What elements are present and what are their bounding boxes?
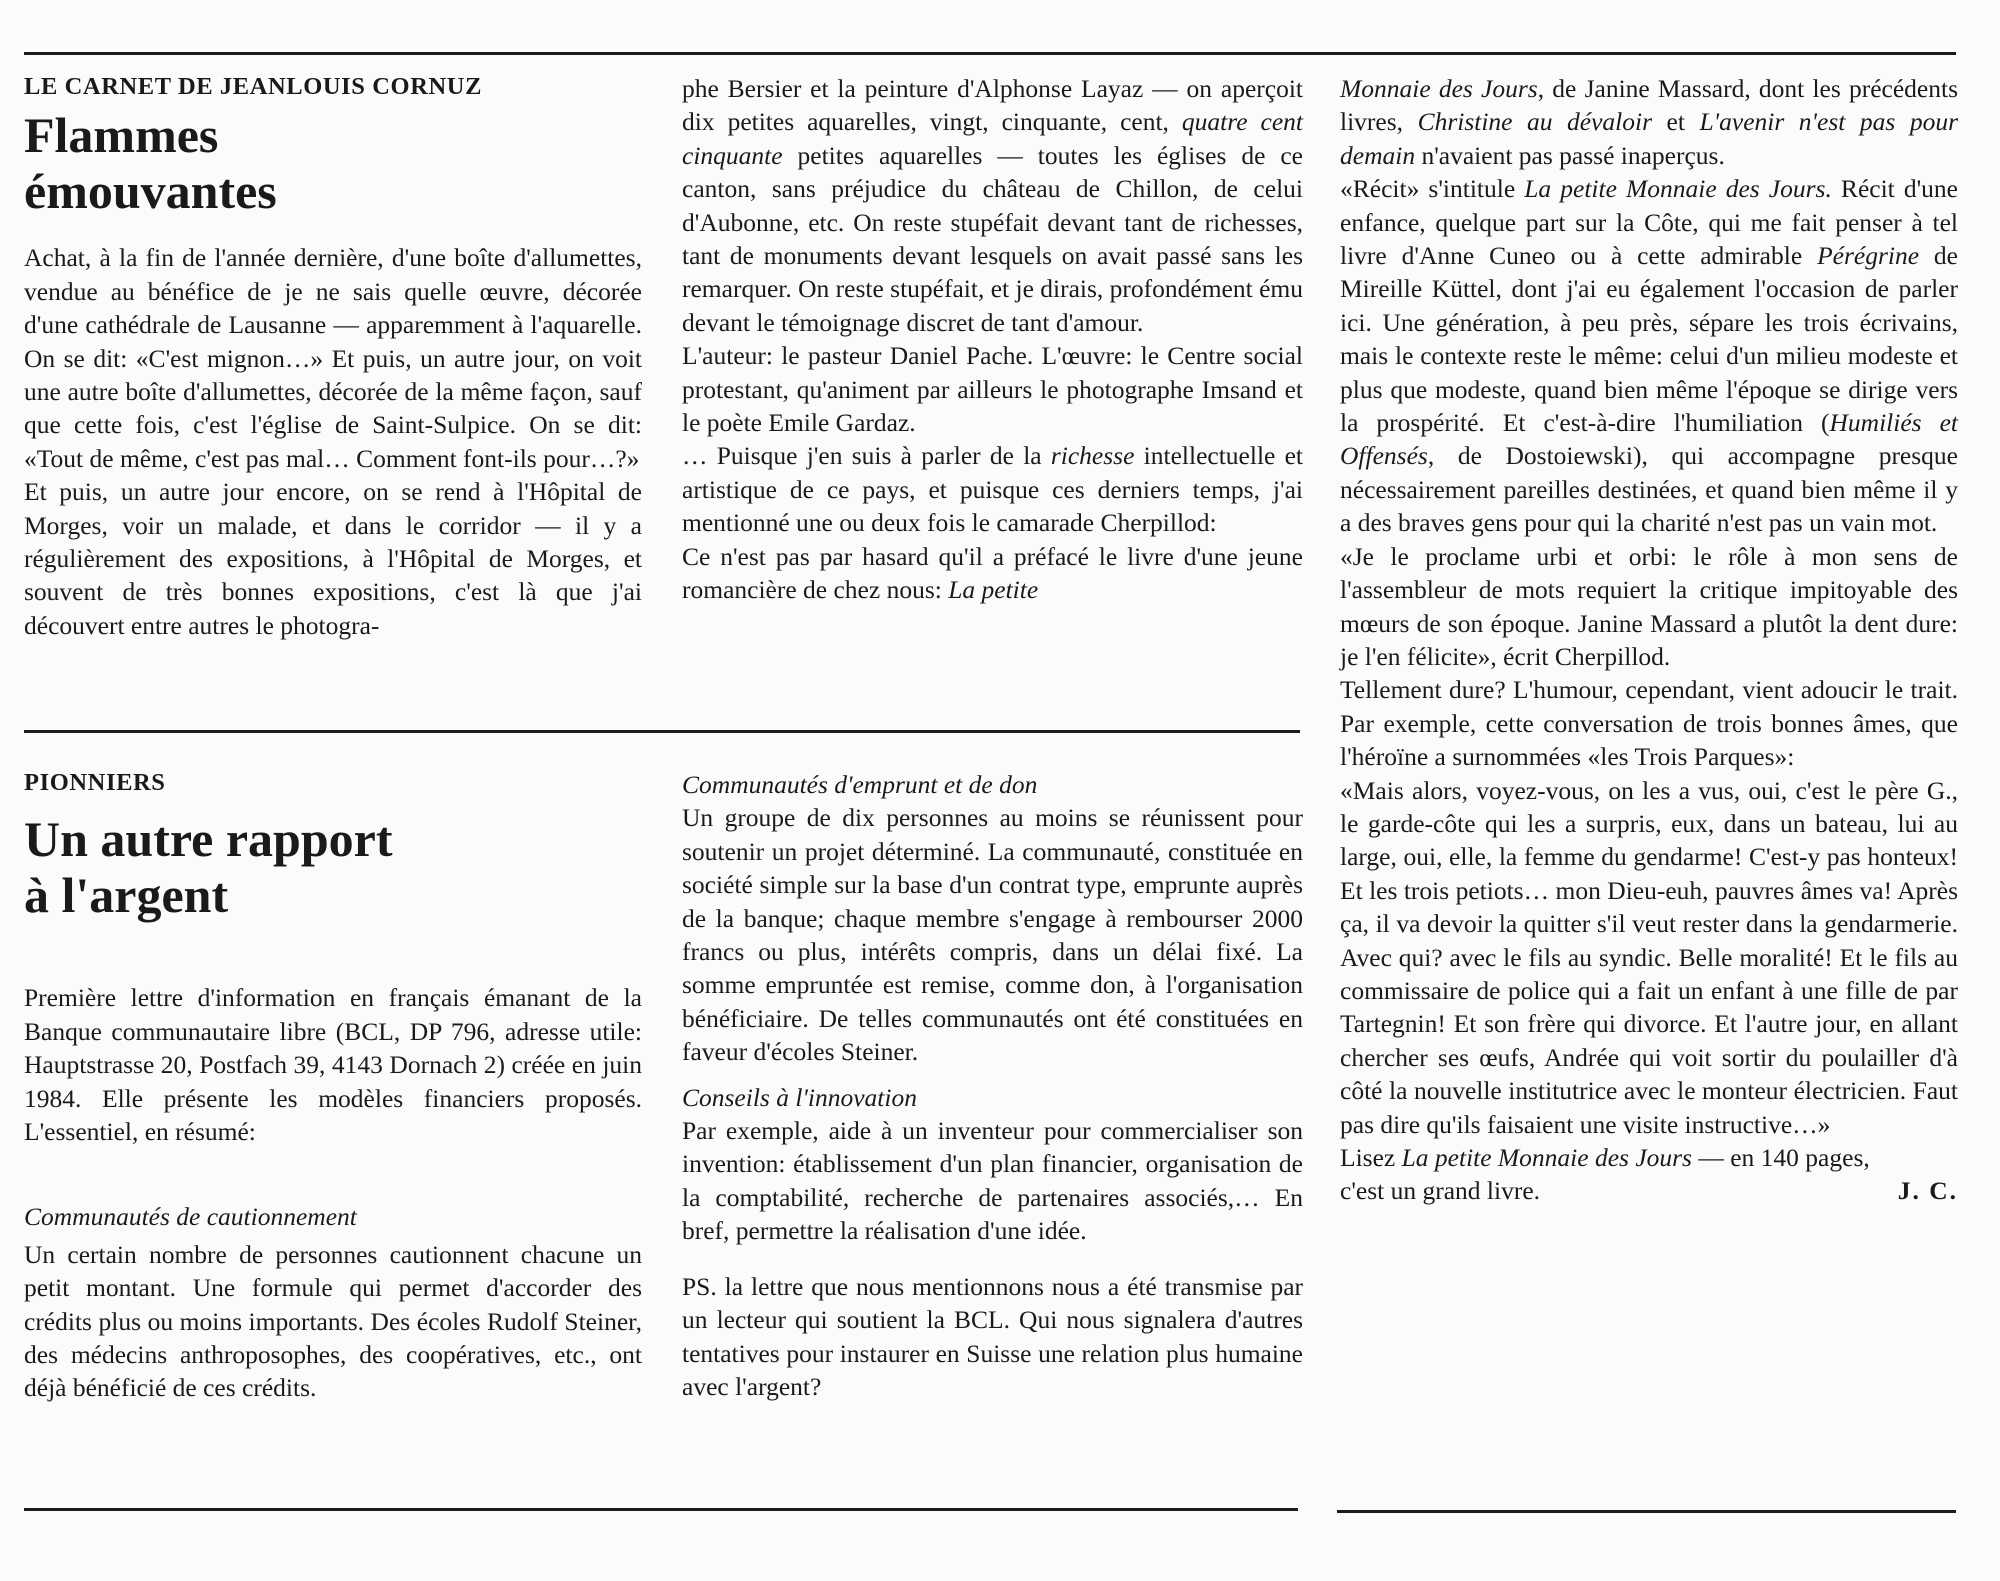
book-title-emphasis: La petite Monnaie des Jours: [1401, 1143, 1692, 1172]
article2-subheading: Communautés d'emprunt et de don: [682, 770, 1038, 799]
book-title-emphasis: L'avenir n'est pas pour demain: [1340, 107, 1958, 170]
emphasis: quatre cent cinquante: [682, 107, 1303, 170]
article2-headline: [24, 811, 642, 923]
article1-kicker: LE CARNET DE JEANLOUIS CORNUZ: [24, 73, 483, 100]
article1-headline-line1: Flammes: [24, 107, 219, 164]
article2-postscript: PS. la lettre que nous mentionnons nous a été transmise par un lecteur qui soutient la BCL. Qui nous signalera d'autres tentatives pour instaurer en Suisse une relation plus humaine avec l'argent?: [682, 1271, 1303, 1401]
article1-headline-line2: émouvantes: [24, 163, 277, 220]
text-run: c'est un grand livre.: [1340, 1176, 1541, 1206]
book-title-emphasis: La petite Monnaie des Jours.: [1524, 174, 1832, 204]
text-run: … Puisque j'en suis à parler de la: [682, 441, 1051, 471]
article1-paragraph: L'auteur: le pasteur Daniel Pache. L'œuvre: le Centre social protestant, qu'animent par ailleurs le photographe Imsand et le poète Emile Gardaz.: [682, 341, 1303, 438]
article1-paragraph: [682, 439, 1303, 539]
text-run: Lisez: [1340, 1143, 1402, 1172]
article1-paragraph: [1340, 72, 1958, 172]
article2-headline-line2: à l'argent: [24, 867, 229, 924]
article2-kicker: PIONNIERS: [24, 769, 166, 796]
book-title-emphasis: Monnaie des Jours: [1340, 74, 1538, 103]
article1-column-3: [1340, 72, 1958, 1208]
article1-paragraph: Tellement dure? L'humour, cependant, vient adoucir le trait. Par exemple, cette conversation de trois bonnes âmes, que l'héroïne a surnommées «les Trois Parques»:: [1340, 675, 1958, 772]
author-signature: J. C.: [1897, 1176, 1958, 1206]
article1-paragraph: Achat, à la fin de l'année dernière, d'une boîte d'allumettes, vendue au bénéfice de je ne sais quelle œuvre, décorée d'une cathédrale de Lausanne — apparemment à l'aquarelle. On se dit: «C'est mignon…» Et puis, un autre jour, on voit une autre boîte d'allumettes, décorée de la même façon, sauf que cette fois, c'est l'église de Saint-Sulpice. On se dit: «Tout de même, c'est pas mal… Comment font-ils pour…?»: [24, 243, 642, 473]
article1-paragraph: [682, 72, 1303, 339]
text-run: intellectuelle et artistique de ce pays, et puisque ces derniers temps, j'ai mentionné une ou deux fois le camarade Cherpillod:: [682, 441, 1303, 538]
article1-column-2: [682, 72, 1303, 607]
text-run: n'avaient pas passé inaperçus.: [1415, 140, 1725, 170]
article1-paragraph: «Je le proclame urbi et orbi: le rôle à mon sens de l'assembleur de mots requiert la critique impitoyable des mœurs de son époque. Janine Massard a plutôt la dent dure: je l'en félicite», écrit Cherpillod.: [1340, 541, 1958, 671]
text-run: , de Dostoiewski), qui accompagne presque nécessairement pareilles destinées, et quand bien même il y a des braves gens pour qui la charité n'est pas un vain mot.: [1340, 441, 1958, 538]
article1-quote: «Mais alors, voyez-vous, on les a vus, oui, c'est le père G., le garde-côte qui les a surpris, eux, dans un bateau, lui au large, oui, elle, la femme du gendarme! C'est-y pas honteux! Et les trois petiots… mon Dieu-euh, pauvres âmes va! Après ça, il va devoir la quitter s'il veut rester dans la gendarmerie. Avec qui? avec le fils au syndic. Belle moralité! Et le fils au commissaire de police qui a fait un enfant à une fille de par Tartegnin! Et son frère qui divorce. Et l'autre jour, en allant chercher ses œufs, Andrée qui voit sortir du poulailler d'à côté la nouvelle institutrice avec le monteur électricien. Faut pas dire qu'ils faisaient une visite instructive…»: [1340, 775, 1958, 1139]
article2-paragraph: Un groupe de dix personnes au moins se réunissent pour soutenir un projet déterminé. La communauté, constituée en société simple sur la base d'un contrat type, emprunte auprès de la banque; chaque membre s'engage à rembourser 2000 francs ou plus, intérêts compris, dans un délai fixé. La somme empruntée est remise, comme don, à l'organisation bénéficiaire. De telles communautés ont été constituées en faveur d'écoles Steiner.: [682, 803, 1303, 1067]
article1-column-1: [24, 72, 642, 642]
article1-headline: [24, 107, 642, 219]
article1-paragraph: [682, 540, 1303, 607]
book-title-emphasis: Christine au dévaloir: [1417, 107, 1653, 137]
text-run: de Mireille Küttel, dont j'ai eu également l'occasion de parler ici. Une génération, à peu près, sépare les trois écrivains, mais le contexte reste le même: celui d'un milieu modeste et plus que modeste, quand bien même l'époque se dirige vers la prospérité. Et c'est-à-dire l'humiliation (: [1340, 241, 1958, 438]
article2-column-2: [682, 768, 1303, 1403]
middle-rule: [24, 730, 1300, 733]
article2-column-1: [24, 768, 642, 1405]
article2-subheading: Communautés de cautionnement: [24, 1202, 357, 1232]
article2-paragraph: Un certain nombre de personnes cautionnent chacune un petit montant. Une formule qui permet d'accorder des crédits plus ou moins importants. Des écoles Rudolf Steiner, des médecins anthroposophes, des coopératives, etc., ont déjà bénéficié de ces crédits.: [24, 1239, 642, 1403]
text-run: et: [1652, 107, 1700, 137]
emphasis: richesse: [1050, 441, 1135, 471]
text-run: , de Janine Massard, dont les précédents livres,: [1340, 74, 1958, 137]
bottom-rule-left: [24, 1508, 1298, 1511]
text-run: Ce n'est pas par hasard qu'il a préfacé le livre d'une jeune romancière de chez nous:: [682, 541, 1303, 605]
text-run: phe Bersier et la peinture d'Alphonse Layaz — on aperçoit dix petites aquarelles, vingt, cinquante, cent,: [682, 74, 1303, 137]
top-rule: [24, 52, 1956, 55]
article2-paragraph: Par exemple, aide à un inventeur pour commercialiser son invention: établissement d'un plan financier, organisation de la comptabilité, recherche de partenaires associés,… En bref, permettre la réalisation d'une idée.: [682, 1116, 1303, 1246]
article2-intro: Première lettre d'information en français émanant de la Banque communautaire libre (BCL, DP 796, adresse utile: Hauptstrasse 20, Postfach 39, 4143 Dornach 2) créée en juin 1984. Elle présente les modèles financiers proposés. L'essentiel, en résumé:: [24, 983, 642, 1147]
article2-subheading: Conseils à l'innovation: [682, 1082, 917, 1112]
book-title-emphasis: Pérégrine: [1817, 241, 1920, 271]
text-run: Récit d'une enfance, quelque part sur la Côte, qui me fait penser à tel livre d'Anne Cuneo ou à cette admirable: [1340, 174, 1958, 271]
text-run: petites aquarelles — toutes les églises de ce canton, sans préjudice du château de Chillon, de celui d'Aubonne, etc. On reste stupéfait devant tant de richesses, tant de monuments devant lesquels on avait passé sans les remarquer. On reste stupéfait, et je dirais, profondément ému devant le témoignage discret de tant d'amour.: [682, 140, 1303, 337]
article1-paragraph: [1340, 1141, 1958, 1174]
article1-paragraph: Et puis, un autre jour encore, on se rend à l'Hôpital de Morges, voir un malade, et dans le corridor — il y a régulièrement des expositions, à l'Hôpital de Morges, et souvent de très bonnes expositions, c'est là que j'ai découvert entre autres le photogra-: [24, 477, 642, 640]
text-run: — en 140 pages,: [1691, 1143, 1870, 1172]
article1-paragraph: [1340, 172, 1958, 539]
article2-headline-line1: Un autre rapport: [24, 811, 393, 868]
bottom-rule-right: [1337, 1510, 1956, 1513]
text-run: «Récit» s'intitule: [1340, 174, 1525, 204]
book-title-emphasis: Humiliés et Offensés: [1340, 408, 1958, 471]
article1-closing-line: [1340, 1174, 1958, 1207]
book-title-emphasis: La petite: [948, 575, 1039, 605]
